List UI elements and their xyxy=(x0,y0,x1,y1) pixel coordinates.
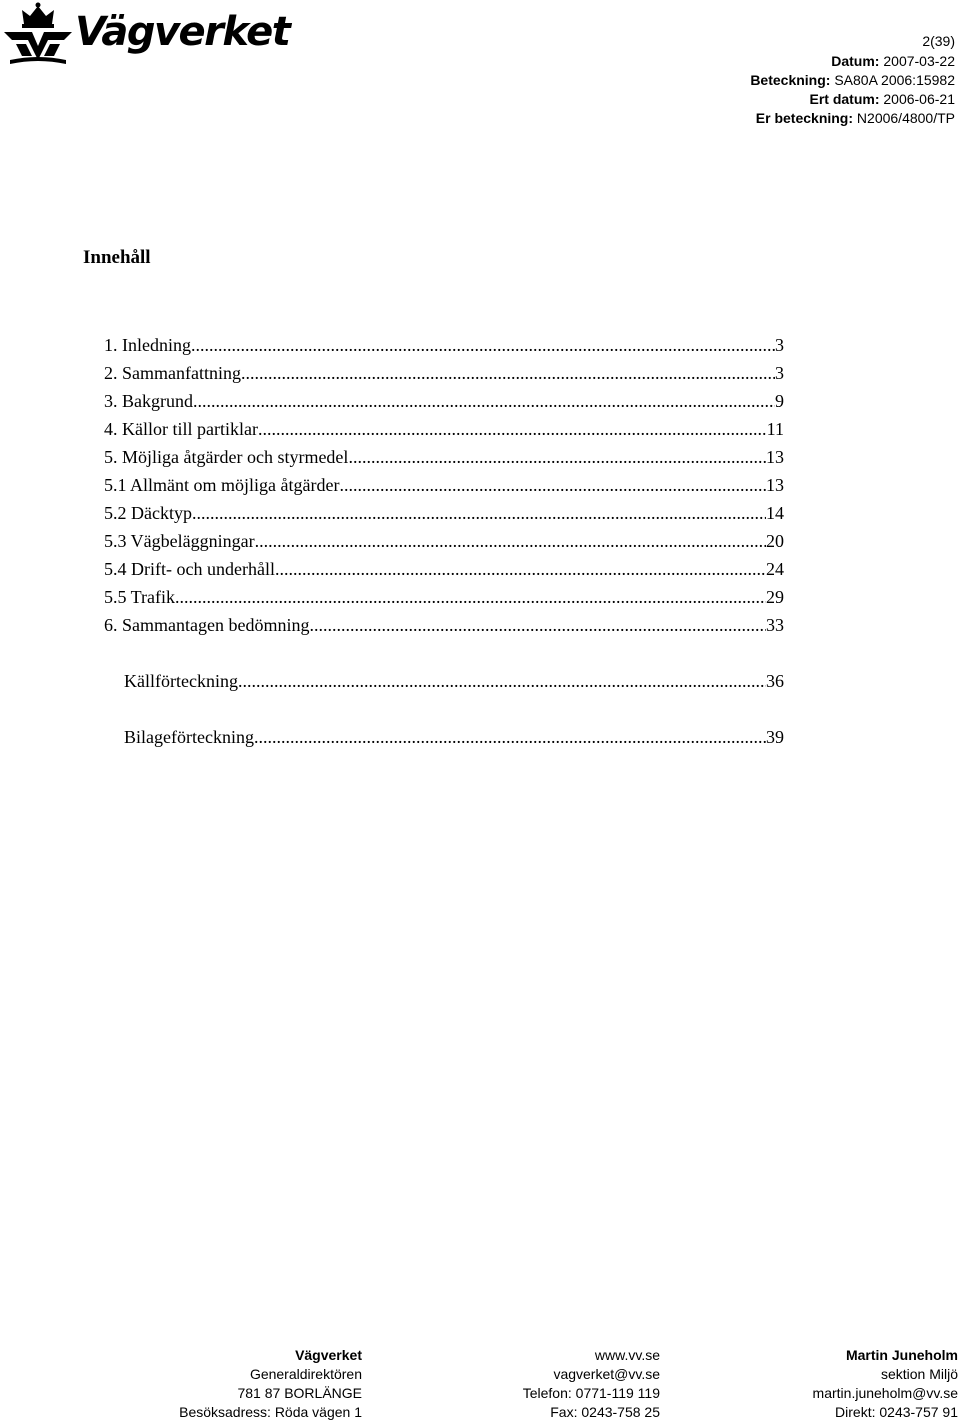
meta-your-reference: Er beteckning: N2006/4800/TP xyxy=(755,110,955,126)
toc-entry[interactable]: 5.4 Drift- och underhåll ..... 24 xyxy=(104,556,784,580)
crown-emblem-icon xyxy=(2,2,74,68)
meta-reference: Beteckning: SA80A 2006:15982 xyxy=(750,72,955,88)
footer-email-link[interactable]: vagverket@vv.se xyxy=(553,1366,660,1382)
toc-entry[interactable]: 5.3 Vägbeläggningar ..... 20 xyxy=(104,528,784,552)
footer-postal-address: 781 87 BORLÄNGE xyxy=(237,1385,362,1401)
toc-entry[interactable]: Bilageförteckning ..... 39 xyxy=(124,724,784,748)
footer-website-link[interactable]: www.vv.se xyxy=(594,1347,660,1363)
footer-fax: Fax: 0243-758 25 xyxy=(550,1404,660,1420)
footer-author-section: sektion Miljö xyxy=(880,1366,958,1382)
footer-author xyxy=(813,1346,958,1422)
footer-contact xyxy=(523,1346,660,1422)
toc-entry[interactable]: 5.1 Allmänt om möjliga åtgärder ..... 13 xyxy=(104,472,784,496)
meta-date: Datum: 2007-03-22 xyxy=(831,53,955,69)
toc-entry[interactable]: 5. Möjliga åtgärder och styrmedel ..... 13 xyxy=(104,444,784,468)
footer-visiting-address: Besöksadress: Röda vägen 1 xyxy=(179,1404,362,1420)
toc-entry[interactable]: 4. Källor till partiklar ..... 11 xyxy=(104,416,784,440)
document-meta xyxy=(750,32,955,128)
footer-author-email-link[interactable]: martin.juneholm@vv.se xyxy=(812,1385,958,1401)
footer-organization xyxy=(179,1346,362,1422)
vagverket-logo xyxy=(2,2,290,68)
toc-entry[interactable]: 1. Inledning ..... 3 xyxy=(104,332,784,356)
toc-heading: Innehåll xyxy=(83,247,151,268)
toc-entry[interactable]: 2. Sammanfattning ..... 3 xyxy=(104,360,784,384)
footer-author-direct-phone: Direkt: 0243-757 91 xyxy=(835,1404,958,1420)
toc-entry[interactable]: 3. Bakgrund ..... 9 xyxy=(104,388,784,412)
footer-org-unit: Generaldirektören xyxy=(249,1366,362,1382)
footer-org-name: Vägverket xyxy=(295,1347,362,1363)
footer-author-name: Martin Juneholm xyxy=(845,1347,958,1363)
page-number: 2(39) xyxy=(922,33,955,49)
footer-phone: Telefon: 0771-119 119 xyxy=(522,1385,660,1401)
toc-entry[interactable]: 5.5 Trafik ..... 29 xyxy=(104,584,784,608)
toc-entry[interactable]: Källförteckning ..... 36 xyxy=(124,668,784,692)
toc-entry[interactable]: 6. Sammantagen bedömning ..... 33 xyxy=(104,612,784,636)
logo-wordmark: Vägverket xyxy=(75,9,290,55)
meta-your-date: Ert datum: 2006-06-21 xyxy=(809,91,955,107)
toc-entry[interactable]: 5.2 Däcktyp ..... 14 xyxy=(104,500,784,524)
